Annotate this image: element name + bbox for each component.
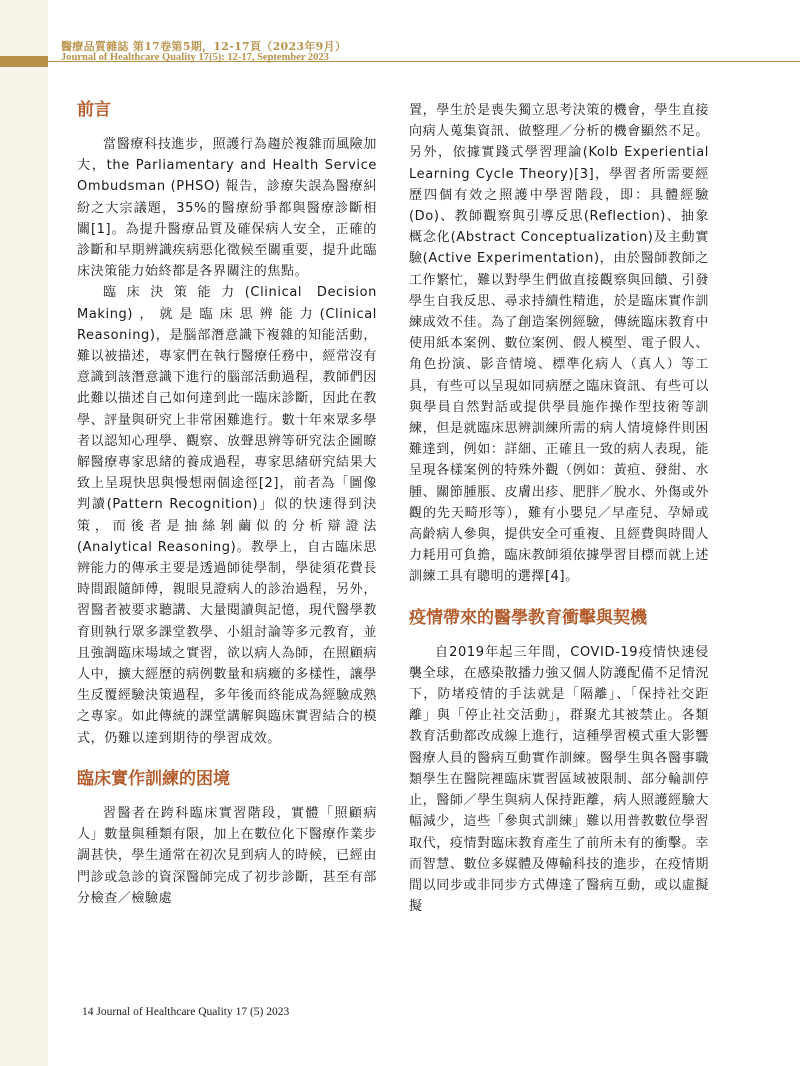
paragraph-covid-impact-1: 自2019年起三年間，COVID-19疫情快速侵襲全球，在感染散播力強又個人防護配備不足情況下，防堵疫情的手法就是「隔離」、「保持社交距離」與「停止社交活動」，群聚尤其被禁止。各類教育活動都改成線上進行，這種學習模式重大影響醫療人員的醫病互動實作訓練。醫學生與各醫事職類學生在醫院裡臨床實習區域被限制、部分輪訓停止，醫師／學生與病人保持距離，病人照護經驗大幅減少，這些「參與式訓練」難以用普教數位學習取代，疫情對臨床教育產生了前所未有的衝擊。幸而智慧、數位多媒體及傳輸科技的進步，在疫情期間以同步或非同步方式傳達了醫病互動，或以虛擬擬 bbox=[409, 644, 709, 915]
paragraph-introduction-1: 當醫療科技進步，照護行為趨於複雜而風險加大，the Parliamentary and Health Service Ombudsman (PHSO) 報告，診療失誤為醫療糾紛之大宗議題，35%的醫療紛爭都與醫療診斷相關[1]。為提升醫療品質及確保病人安全，正確的診斷和早期辨識疾病惡化徵候至關重要，提升此臨床決策能力始終都是各界關注的焦點。 bbox=[77, 137, 377, 280]
section-heading-clinical-training: 臨床實作訓練的困境 bbox=[77, 768, 230, 789]
paragraph-clinical-training-1: 習醫者在跨科臨床實習階段，實體「照顧病人」數量與種類有限，加上在數位化下醫療作業步調甚快，學生通常在初次見到病人的時候，已經由門診或急診的資深醫師完成了初步診斷，甚至有部分檢查／檢驗處 bbox=[77, 805, 377, 906]
right-column bbox=[409, 100, 709, 917]
journal-header-english: Journal of Healthcare Quality 17(5): 12-17, September 2023 bbox=[61, 52, 329, 63]
paragraph-introduction-2: 臨床決策能力(Clinical Decision Making)，就是臨床思辨能力(Clinical Reasoning)，是腦部潛意識下複雜的知能活動，難以被描述，專家們在執行醫療任務中，經常沒有意識到該潛意識下進行的腦部活動過程，教師們因此難以描述自己如何達到此一臨床診斷，因此在教學、評量與研究上非常困難進行。數十年來眾多學者以認知心理學、觀察、放聲思辨等研究法企圖瞭解醫療專家思緒的養成過程，專家思緒研究結果大致上呈現快思與慢想兩個途徑[2]，前者為「圖像判讀(Pattern Recognition)」似的快速得到決策，而後者是抽絲剝繭似的分析辯證法(Analytical Reasoning)。教學上，自古臨床思辨能力的傳承主要是透過師徒學制，學徒須花費長時間跟隨師傅，親眼見證病人的診治過程，另外，習醫者被要求聽講、大量閱讀與記憶，現代醫學教育則執行眾多課堂教學、小組討論等多元教育，並且強調臨床場域之實習，欲以病人為師，在照顧病人中，擴大經歷的病例數量和病癥的多樣性，讓學生反覆經驗決策過程，多年後而終能成為經驗成熟之專家。如此傳統的課堂講解與臨床實習結合的模式，仍難以達到期待的學習成效。 bbox=[77, 285, 377, 746]
section-heading-introduction: 前言 bbox=[77, 100, 111, 120]
journal-header-chinese: 醫療品質雜誌 第17卷第5期，12-17頁（2023年9月） bbox=[61, 40, 347, 53]
page-footer: 14 Journal of Healthcare Quality 17 (5) 2023 bbox=[82, 1006, 290, 1018]
section-heading-covid-impact: 疫情帶來的醫學教育衝擊與契機 bbox=[409, 607, 647, 628]
left-column bbox=[77, 98, 377, 909]
paragraph-clinical-training-continued: 置，學生於是喪失獨立思考決策的機會，學生直接向病人蒐集資訊、做整理／分析的機會顯然不足。另外，依據實踐式學習理論(Kolb Experiential Learning Cycle Theory)[3]，學習者所需要經歷四個有效之照護中學習階段，即：具體經驗(Do)、教師觀察與引導反思(Reflection)、抽象概念化(Abstract Conceptualization)及主動實驗(Active Experimentation)，由於醫師教師之工作繁忙，難以對學生們做直接觀察與回饋、引發學生自我反思、尋求持續性精進，於是臨床實作訓練成效不佳。為了創造案例經驗，傳統臨床教育中使用紙本案例、數位案例、假人模型、電子假人、角色扮演、影音情境、標準化病人（真人）等工具，有些可以呈現如同病歷之臨床資訊、有些可以與學員自然對話或提供學員施作操作型技術等訓練，但是就臨床思辨訓練所需的病人情境條件則困難達到，例如：詳細、正確且一致的病人表現，能呈現各樣案例的特殊外觀（例如：黃疸、發紺、水腫、關節腫脹、皮膚出疹、肥胖／脫水、外傷或外觀的先天畸形等），難有小嬰兒／早產兒、孕婦或高齡病人參與，提供安全可重複、且經費與時間人力耗用可負擔，臨床教師須依據學習目標而就上述訓練工具有聰明的選擇[4]。 bbox=[409, 103, 709, 585]
header-accent-bar bbox=[0, 56, 48, 67]
